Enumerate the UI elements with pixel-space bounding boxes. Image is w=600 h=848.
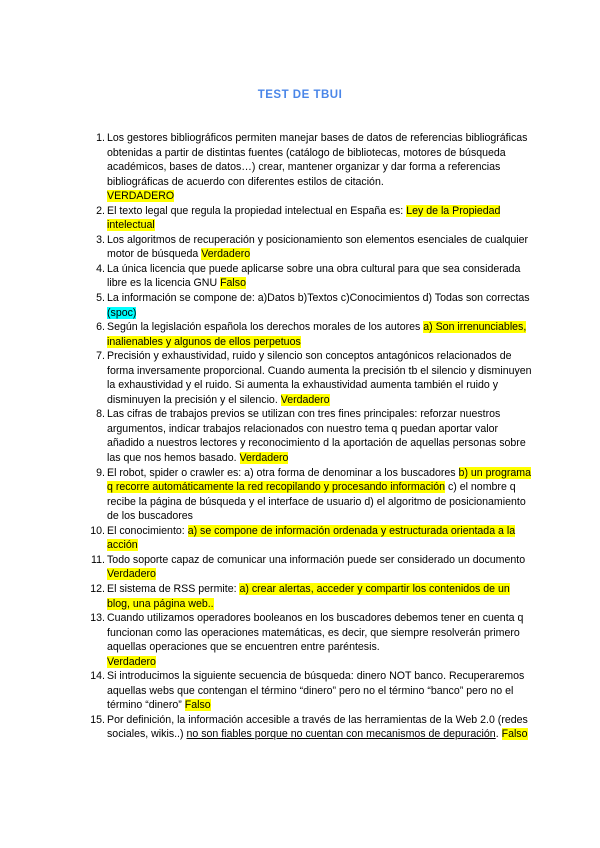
question-item: [96, 233, 532, 262]
answer-highlight: Ley de la Propiedad intelectual: [107, 204, 501, 232]
answer-highlight: Falso: [184, 699, 211, 712]
answer-highlight: Verdadero: [239, 452, 289, 465]
question-number: 14.: [90, 670, 105, 683]
question-list: [90, 131, 532, 742]
question-item: [90, 582, 532, 611]
question-number: 7.: [96, 350, 105, 363]
question-item: [91, 553, 532, 582]
question-text: Según la legislación española los derechos morales de los autores: [107, 321, 421, 334]
question-text: Las cifras de trabajos previos se utilizan con tres fines principales: reforzar nuestros argumentos, indicar trabajos relacionados con nuestro tema q puedan aportar valor añadido a nuestros lectores y reconocimiento d la aportación de aquellas personas sobre las que nos hemos basado.: [107, 408, 526, 465]
question-text: La información se compone de: a)Datos b)Textos c)Conocimientos d) Todas son correctas: [107, 292, 530, 305]
answer-highlight: Verdadero: [280, 393, 330, 406]
question-number: 12.: [90, 582, 105, 595]
answer-highlight: a) Son irrenunciables, inalienables y algunos de ellos perpetuos: [107, 321, 527, 348]
question-number: 8.: [96, 408, 105, 421]
answer-highlight: VERDADERO: [107, 190, 175, 203]
question-item: [96, 204, 532, 233]
question-item: [96, 131, 532, 204]
question-item: [96, 407, 532, 465]
question-item: [96, 291, 532, 320]
answer-highlight: b) un programa q recorre automáticamente la red recopilando y procesando información: [107, 466, 531, 494]
question-item: [90, 611, 532, 669]
question-number: 5.: [96, 292, 105, 305]
question-text: Todo soporte capaz de comunicar una información puede ser considerado un documento: [107, 553, 526, 566]
question-text: Los gestores bibliográficos permiten manejar bases de datos de referencias bibliográficas obtenidas a partir de distintas fuentes (catálogo de bibliotecas, motores de búsqueda académicos, bases de datos…) crear, mantener organizar y dar forma a referencias bibliográficas de acuerdo con diferentes estilos de citación.: [107, 132, 528, 188]
question-item: [96, 320, 532, 349]
question-number: 13.: [90, 612, 105, 625]
question-text: Si introducimos la siguiente secuencia de búsqueda: dinero NOT banco. Recuperaremos aquellas webs que contengan el término “dinero” pero no el término “banco” pero no el término “dinero”: [107, 670, 525, 712]
question-number: 15.: [90, 713, 105, 726]
question-number: 3.: [96, 233, 105, 246]
underlined-text: no son fiables porque no cuentan con mecanismos de depuración: [186, 728, 496, 741]
answer-highlight: a) crear alertas, acceder y compartir los contenidos de un blog, una página web..: [107, 582, 510, 610]
question-text-continued: .: [495, 728, 499, 741]
question-text: El conocimiento:: [107, 524, 185, 537]
answer-highlight: Falso: [501, 728, 528, 741]
page-title: TEST DE TBUI: [257, 89, 343, 101]
question-number: 2.: [96, 204, 105, 217]
question-text: Precisión y exhaustividad, ruido y silencio son conceptos antagónicos relacionados de forma inversamente proporcional. Cuando aumenta la precisión tb el silencio y disminuyen la exhaustividad y el ruido. Si aumenta la exhaustividad aumenta también el ruido y disminuyen la precisión y el silencio.: [107, 350, 532, 406]
question-item: [96, 466, 532, 524]
question-text: El texto legal que regula la propiedad intelectual en España es:: [107, 204, 404, 217]
question-item: [90, 713, 532, 742]
answer-highlight: Verdadero: [107, 568, 156, 581]
question-item: [96, 349, 532, 407]
question-text: Los algoritmos de recuperación y posicionamiento son elementos esenciales de cualquier motor de búsqueda: [107, 233, 529, 261]
question-number: 1.: [96, 132, 105, 144]
question-text: El robot, spider o crawler es: a) otra forma de denominar a los buscadores: [107, 466, 456, 479]
question-text: Por definición, la información accesible a través de las herramientas de la Web 2.0 (redes sociales, wikis..): [107, 713, 528, 741]
question-text: Cuando utilizamos operadores booleanos en los buscadores debemos tener en cuenta q funcionan como las operaciones matemáticas, es decir, que siempre resolverán primero aquellas operaciones que se encuentren entre paréntesis.: [107, 612, 524, 654]
answer-highlight: Verdadero: [201, 248, 251, 261]
answer-highlight: a) se compone de información ordenada y estructurada orientada a la acción: [107, 524, 516, 552]
question-number: 6.: [96, 321, 105, 334]
question-text: La única licencia que puede aplicarse sobre una obra cultural para que sea considerada libre es la licencia GNU: [107, 262, 521, 290]
answer-highlight: Falso: [220, 277, 246, 290]
question-number: 4.: [96, 262, 105, 275]
question-item: [90, 524, 532, 553]
question-number: 11.: [91, 553, 105, 566]
question-item: [90, 669, 532, 713]
question-text-continued: c) el nombre q recibe la página de búsqueda y el interface de usuario d) el algoritmo de posicionamiento de los buscadores: [107, 481, 526, 523]
answer-highlight: Verdadero: [107, 655, 156, 668]
question-number: 9.: [96, 466, 105, 479]
question-text: El sistema de RSS permite:: [107, 582, 237, 595]
question-number: 10.: [90, 524, 105, 537]
question-item: [96, 262, 532, 291]
answer-highlight: (spoc): [107, 306, 137, 319]
